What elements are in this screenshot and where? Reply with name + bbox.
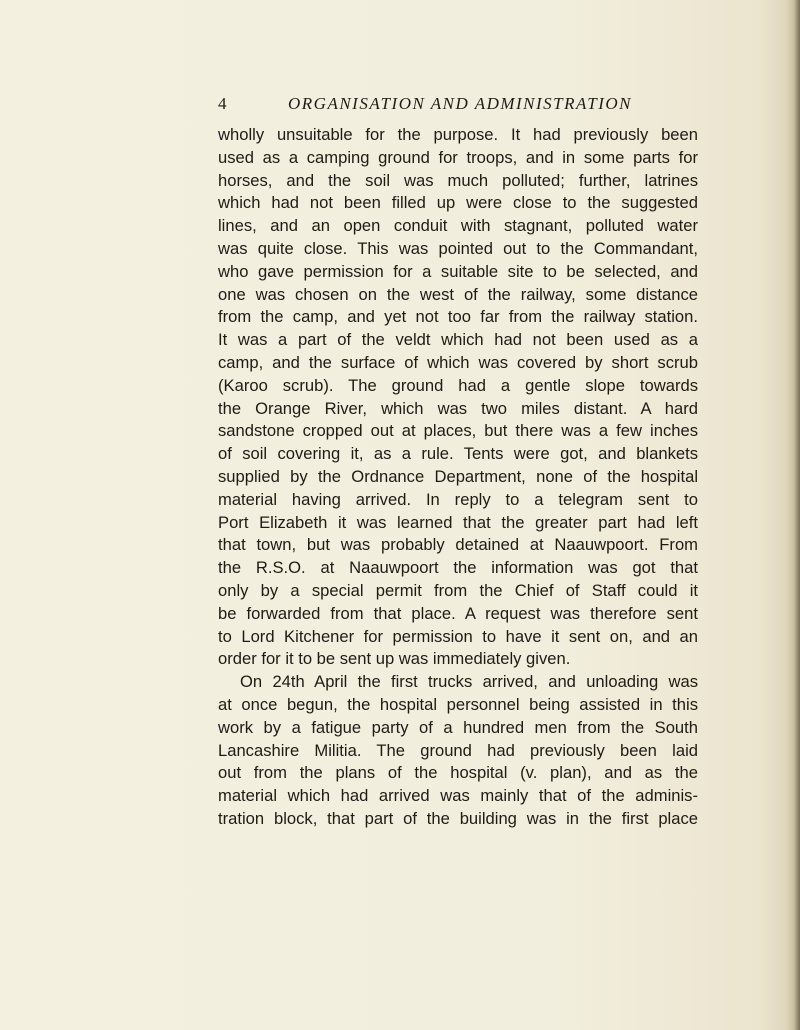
page-number: 4 <box>218 94 227 113</box>
text-line: one was chosen on the west of the railway, some distance <box>218 284 698 304</box>
text-line: at once begun, the hospital personnel being assisted in this <box>218 694 698 714</box>
paragraph-first-line: On 24th April the first trucks arrived, and unloading was <box>240 672 698 692</box>
text-line: material having arrived. In reply to a telegram sent to <box>218 489 698 509</box>
text-line: the R.S.O. at Naauwpoort the information was got that <box>218 558 698 578</box>
text-line: which had not been filled up were close to the suggested <box>218 193 698 213</box>
text-line: horses, and the soil was much polluted; further, latrines <box>218 170 698 190</box>
text-line: work by a fatigue party of a hundred men from the South <box>218 717 698 737</box>
text-line: (Karoo scrub). The ground had a gentle slope towards <box>218 375 698 395</box>
running-title: ORGANISATION AND ADMINISTRATION <box>288 94 632 113</box>
text-line: be forwarded from that place. A request was therefore sent <box>218 603 698 623</box>
text-line: Lancashire Militia. The ground had previously been laid <box>218 740 698 760</box>
text-line: was quite close. This was pointed out to the Commandant, <box>218 238 698 258</box>
text-line: wholly unsuitable for the purpose. It had previously been <box>218 125 698 144</box>
text-line: out from the plans of the hospital (v. plan), and as the <box>218 763 698 783</box>
text-line: that town, but was probably detained at Naauwpoort. From <box>218 535 698 555</box>
text-line: Port Elizabeth it was learned that the greater part had left <box>218 512 698 532</box>
text-line: It was a part of the veldt which had not been used as a <box>218 330 698 350</box>
text-line: sandstone cropped out at places, but there was a few inches <box>218 421 698 441</box>
text-line: supplied by the Ordnance Department, none of the hospital <box>218 466 698 486</box>
text-line: who gave permission for a suitable site to be selected, and <box>218 261 698 281</box>
text-line: lines, and an open conduit with stagnant, polluted water <box>218 216 698 236</box>
text-line: material which had arrived was mainly that of the adminis- <box>218 786 698 806</box>
text-line: to Lord Kitchener for permission to have it sent on, and an <box>218 626 698 646</box>
text-line: the Orange River, which was two miles distant. A hard <box>218 398 698 418</box>
text-line: of soil covering it, as a rule. Tents were got, and blankets <box>218 444 698 464</box>
text-line: from the camp, and yet not too far from the railway station. <box>218 307 698 327</box>
text-line: camp, and the surface of which was covered by short scrub <box>218 352 698 372</box>
text-line: only by a special permit from the Chief of Staff could it <box>218 580 698 600</box>
text-line: tration block, that part of the building was in the first place <box>218 808 698 828</box>
text-line: used as a camping ground for troops, and in some parts for <box>218 147 698 167</box>
page-header <box>218 92 698 116</box>
body-text <box>218 124 698 831</box>
page-edge-shadow <box>786 0 800 1030</box>
paragraph-last-line: order for it to be sent up was immediately given. <box>218 649 571 669</box>
